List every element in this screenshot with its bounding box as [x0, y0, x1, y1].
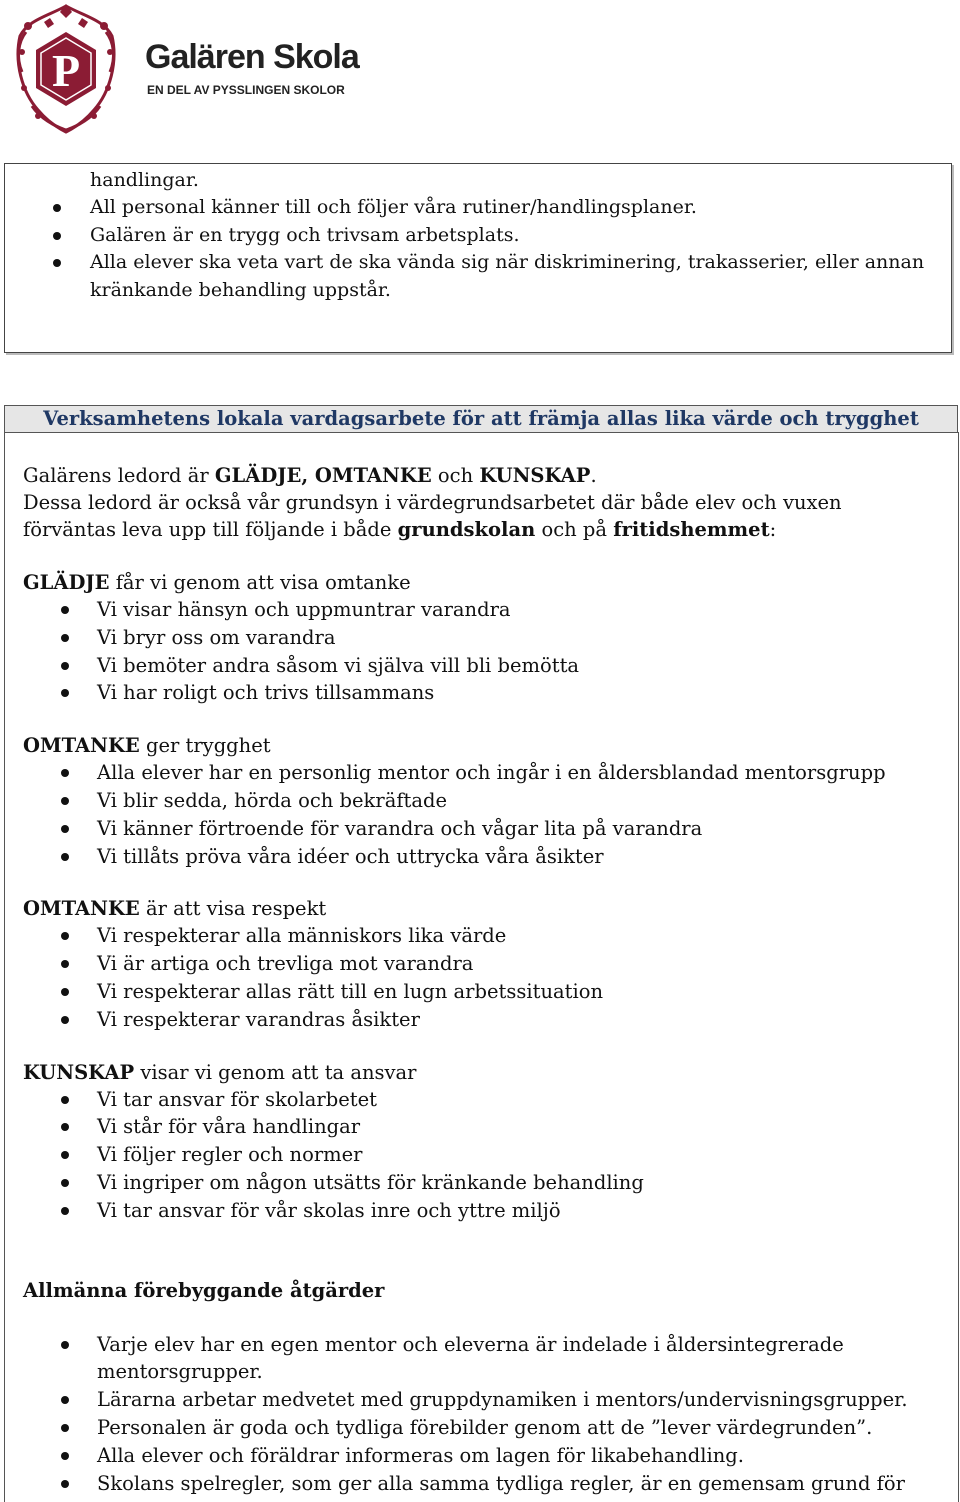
- list-item: Vi tar ansvar för skolarbetet: [23, 1086, 933, 1114]
- bullet-icon: [61, 960, 69, 968]
- group-heading-gladje: GLÄDJE får vi genom att visa omtanke: [23, 571, 411, 594]
- list-item: Alla elever har en personlig mentor och ingår i en åldersblandad mentorsgrupp: [23, 759, 933, 787]
- bullet-icon: [61, 1179, 69, 1187]
- bullet-icon: [61, 1207, 69, 1215]
- logo-subtitle: EN DEL AV PYSSLINGEN SKOLOR: [147, 83, 345, 97]
- bullet-icon: [61, 1424, 69, 1432]
- list-item: Vi har roligt och trivs tillsammans: [23, 679, 933, 707]
- group-heading-kunskap: KUNSKAP visar vi genom att ta ansvar: [23, 1060, 417, 1084]
- list-item: Vi respekterar allas rätt till en lugn arbetssituation: [23, 978, 933, 1006]
- bullet-icon: [61, 1396, 69, 1404]
- bullet-icon: [61, 988, 69, 996]
- goals-list: [5, 194, 930, 304]
- bullet-icon: [61, 634, 69, 642]
- bullet-icon: [61, 1016, 69, 1024]
- bullet-icon: [61, 853, 69, 861]
- group-list-kunskap: [23, 1086, 933, 1225]
- measures-title: Allmänna förebyggande åtgärder: [23, 1278, 385, 1302]
- list-item: Vi står för våra handlingar: [23, 1113, 933, 1141]
- list-item: Vi tillåts pröva våra idéer och uttrycka våra åsikter: [23, 843, 933, 871]
- bullet-icon: [61, 769, 69, 777]
- intro-paragraph-2: Dessa ledord är också vår grundsyn i värdegrundsarbetet där både elev och vuxen förväntas leva upp till följande i både grundskolan och på fritidshemmet:: [23, 491, 842, 541]
- section-heading: Verksamhetens lokala vardagsarbete för att främja allas lika värde och trygghet: [4, 405, 958, 433]
- bullet-icon: [53, 259, 61, 267]
- bullet-icon: [61, 932, 69, 940]
- list-item: Vi är artiga och trevliga mot varandra: [23, 950, 933, 978]
- intro-paragraph-1: Galärens ledord är GLÄDJE, OMTANKE och KUNSKAP.: [23, 464, 597, 487]
- list-item: Skolans spelregler, som ger alla samma tydliga regler, är en gemensam grund för: [23, 1470, 933, 1498]
- list-item: Varje elev har en egen mentor och eleverna är indelade i åldersintegrerade mentorsgrupper.: [23, 1331, 933, 1387]
- group-list-gladje: [23, 596, 933, 707]
- list-item: Vi blir sedda, hörda och bekräftade: [23, 787, 933, 815]
- bullet-icon: [53, 232, 61, 240]
- bullet-icon: [61, 797, 69, 805]
- bullet-icon: [61, 1452, 69, 1460]
- list-item: Alla elever ska veta vart de ska vända sig när diskriminering, trakasserier, eller annan kränkande behandling uppstår.: [5, 249, 930, 304]
- pysslingen-crest-icon: [14, 2, 118, 136]
- bullet-icon: [61, 1096, 69, 1104]
- list-item: Alla elever och föräldrar informeras om lagen för likabehandling.: [23, 1442, 933, 1470]
- list-item: Galären är en trygg och trivsam arbetsplats.: [5, 222, 930, 250]
- group-heading-omtanke-trygghet: OMTANKE ger trygghet: [23, 734, 271, 758]
- bullet-icon: [61, 1480, 69, 1488]
- logo-name: Galären Skola: [145, 38, 359, 76]
- section-content: [23, 462, 933, 1497]
- continued-box: [4, 163, 952, 353]
- list-item: Vi ingriper om någon utsätts för kränkande behandling: [23, 1169, 933, 1197]
- group-list-omtanke-trygghet: [23, 759, 933, 870]
- list-item: Vi känner förtroende för varandra och vågar lita på varandra: [23, 815, 933, 843]
- list-item: Personalen är goda och tydliga förebilder genom att de ”lever värdegrunden”.: [23, 1414, 933, 1442]
- list-item: Vi visar hänsyn och uppmuntrar varandra: [23, 596, 933, 624]
- list-item: Vi tar ansvar för vår skolas inre och yttre miljö: [23, 1197, 933, 1225]
- measures-list: [23, 1331, 933, 1498]
- bullet-icon: [61, 1151, 69, 1159]
- group-heading-omtanke-respekt: OMTANKE är att visa respekt: [23, 897, 327, 921]
- list-item: Vi bryr oss om varandra: [23, 624, 933, 652]
- logo-letter: P: [51, 45, 81, 96]
- bullet-icon: [53, 204, 61, 212]
- bullet-icon: [61, 689, 69, 697]
- bullet-icon: [61, 825, 69, 833]
- list-item: Lärarna arbetar medvetet med gruppdynamiken i mentors/undervisningsgrupper.: [23, 1386, 933, 1414]
- bullet-icon: [61, 662, 69, 670]
- list-item: Vi följer regler och normer: [23, 1141, 933, 1169]
- list-item: Vi respekterar varandras åsikter: [23, 1006, 933, 1034]
- bullet-icon: [61, 1341, 69, 1349]
- bullet-icon: [61, 1123, 69, 1131]
- list-item: Vi respekterar alla människors lika värde: [23, 922, 933, 950]
- school-logo: [14, 2, 374, 136]
- group-list-omtanke-respekt: [23, 922, 933, 1033]
- list-item: All personal känner till och följer våra rutiner/handlingsplaner.: [5, 194, 930, 222]
- bullet-icon: [61, 606, 69, 614]
- continuation-text: handlingar.: [90, 169, 199, 191]
- list-item: Vi bemöter andra såsom vi själva vill bli bemötta: [23, 652, 933, 680]
